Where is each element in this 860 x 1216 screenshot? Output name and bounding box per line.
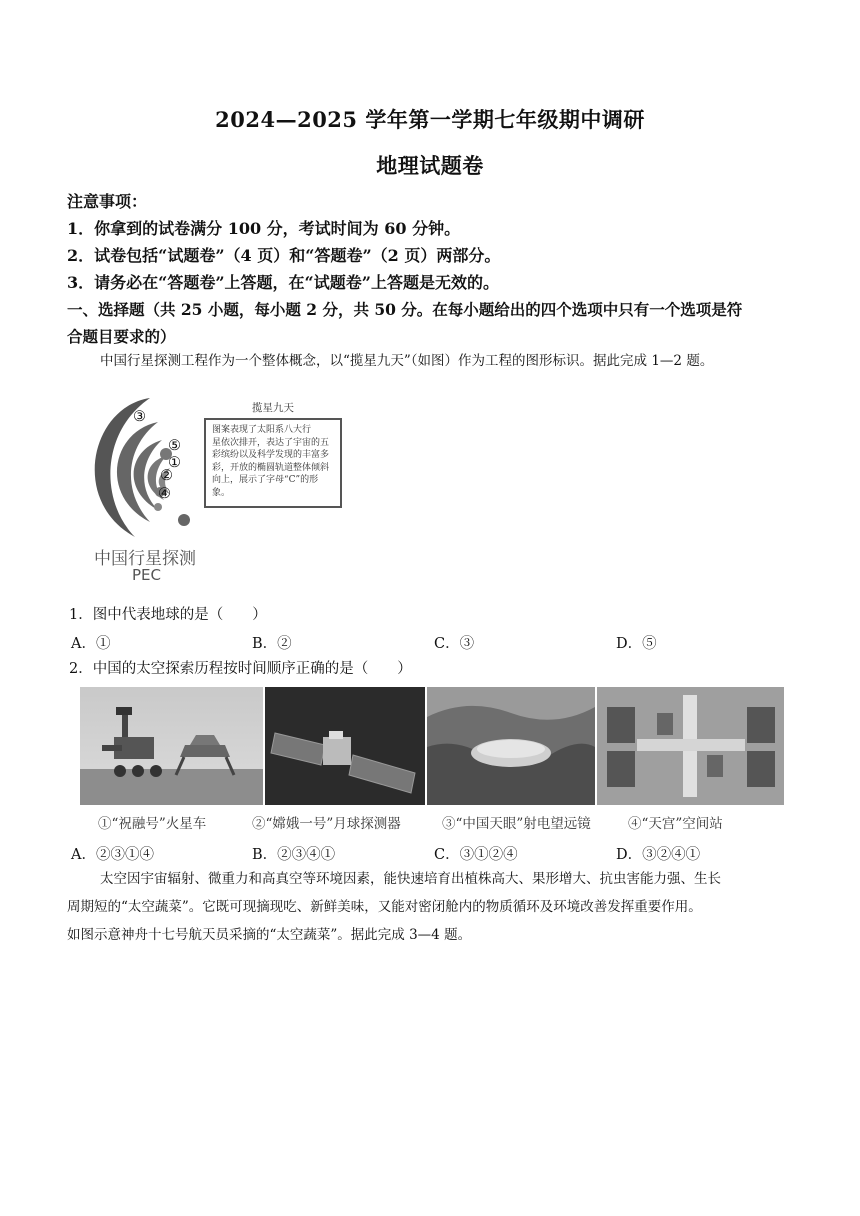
fast-telescope-photo <box>427 687 595 805</box>
change1-probe-photo <box>265 687 425 805</box>
q2-photo-strip <box>80 687 784 805</box>
note-item-3: 3．请务必在“答题卷”上答题，在“试题卷”上答题是无效的。 <box>67 273 499 292</box>
section-intro: 中国行星探测工程作为一个整体概念，以“揽星九天”（如图）作为工程的图形标识。据此完成 1—2 题。 <box>100 353 714 369</box>
inset-title: 揽星九天 <box>252 402 294 414</box>
notes-heading: 注意事项： <box>67 192 148 211</box>
inset-caption-box <box>204 418 342 508</box>
pec-logo-figure <box>80 392 370 592</box>
q1-option-c: C．③ <box>434 636 475 652</box>
q1-option-d: D．⑤ <box>616 636 657 652</box>
orbit-logo-icon <box>80 392 220 547</box>
caption-zhurong: ①“祝融号”火星车 <box>98 816 207 832</box>
tiangong-station-photo <box>597 687 784 805</box>
marker-1: ① <box>168 455 181 471</box>
caption-fast: ③“中国天眼”射电望远镜 <box>442 816 591 832</box>
inset-line: 彩，开放的椭圆轨道整体倾斜 <box>212 462 330 473</box>
section-heading-line2: 合题目要求的） <box>67 327 176 346</box>
marker-5: ⑤ <box>168 438 181 454</box>
q2-option-b: B．②③④① <box>252 847 336 863</box>
inset-line: 星依次排开，表达了宇宙的五 <box>212 437 330 448</box>
q2-option-d: D．③②④① <box>616 847 701 863</box>
passage-line-2: 周期短的“太空蔬菜”。它既可现摘现吃、新鲜美味，又能对密闭舱内的物质循环及环境改善发挥重要作用。 <box>67 899 702 915</box>
page-title: 2024—2025 学年第一学期七年级期中调研 <box>215 107 645 132</box>
inset-line: 彩缤纷以及科学发现的丰富多 <box>212 450 330 460</box>
q2-option-a: A．②③①④ <box>71 847 154 863</box>
passage-line-1: 太空因宇宙辐射、微重力和高真空等环境因素，能快速培育出植株高大、果形增大、抗虫害能力强、生长 <box>100 871 721 887</box>
section-heading-line1: 一、选择题（共 25 小题，每小题 2 分，共 50 分。在每小题给出的四个选项中只有一个选项是符 <box>67 300 743 319</box>
q1-option-a: A．① <box>71 636 111 652</box>
caption-tiangong: ④“天宫”空间站 <box>628 816 723 832</box>
note-item-2: 2．试卷包括“试题卷”（4 页）和“答题卷”（2 页）两部分。 <box>67 246 501 265</box>
zhurong-rover-photo <box>80 687 263 805</box>
q1-stem: 1．图中代表地球的是（ ） <box>69 607 267 623</box>
page-subtitle: 地理试题卷 <box>376 153 484 178</box>
marker-3: ③ <box>133 409 146 425</box>
note-item-1: 1．你拿到的试卷满分 100 分，考试时间为 60 分钟。 <box>67 219 461 238</box>
passage-line-3: 如图示意神舟十七号航天员采摘的“太空蔬菜”。据此完成 3—4 题。 <box>67 927 472 943</box>
marker-2: ② <box>160 468 173 484</box>
logo-name-cn: 中国行星探测 <box>94 549 196 569</box>
caption-change1: ②“嫦娥一号”月球探测器 <box>252 816 401 832</box>
inset-line: 图案表现了太阳系八大行 <box>212 425 312 435</box>
q2-option-c: C．③①②④ <box>434 847 518 863</box>
inset-line: 向上，展示了字母“C”的形象。 <box>212 475 319 498</box>
marker-4: ④ <box>158 486 171 502</box>
logo-name-en: PEC <box>132 566 161 584</box>
q2-stem: 2．中国的太空探索历程按时间顺序正确的是（ ） <box>69 661 412 677</box>
q1-option-b: B．② <box>252 636 292 652</box>
